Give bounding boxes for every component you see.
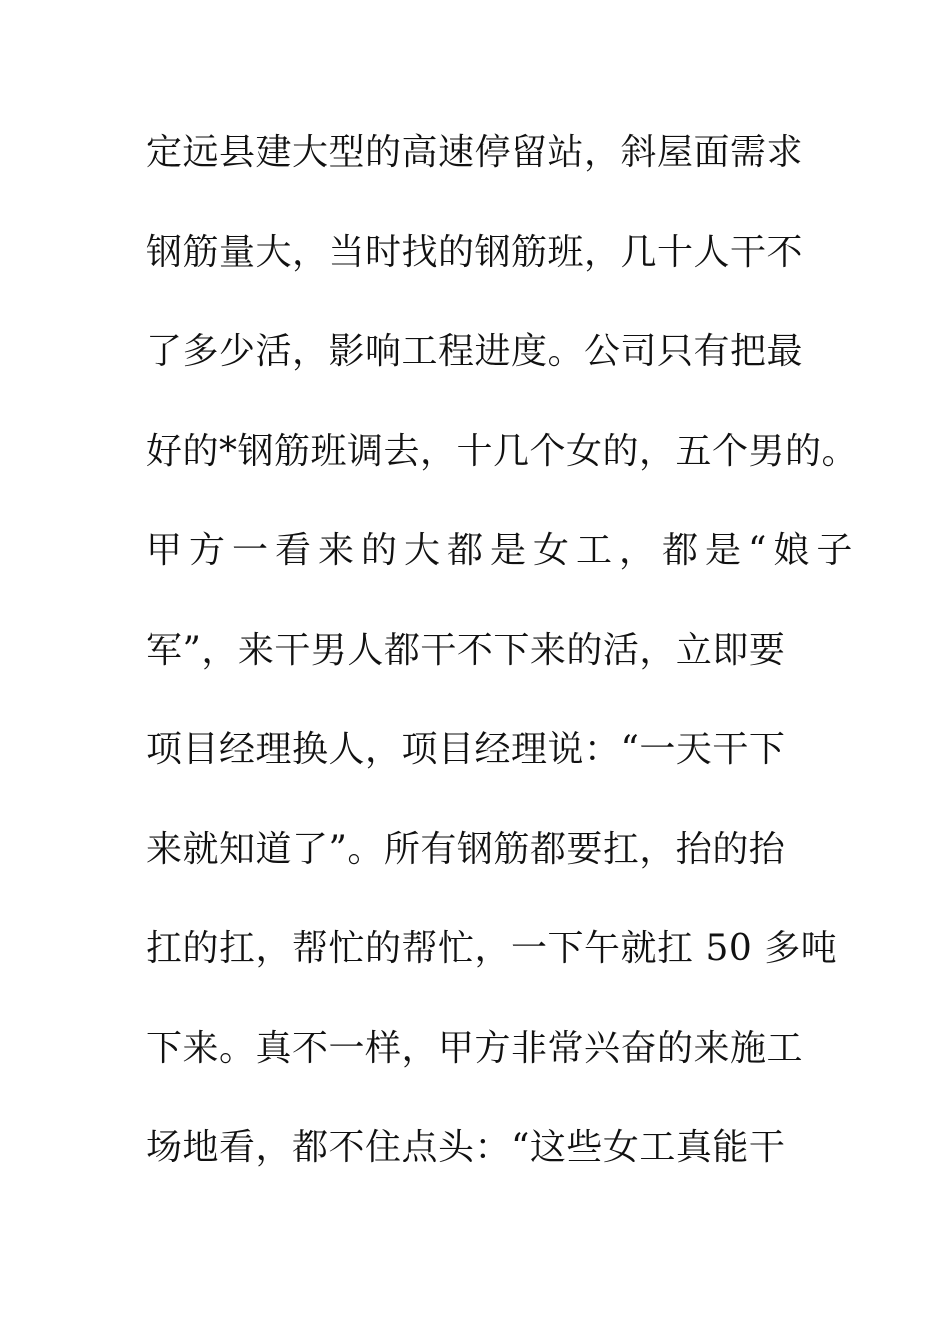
text-line: 来就知道了”。所有钢筋都要扛，抬的抬 <box>146 828 786 870</box>
text-line: 军”，来干男人都干不下来的活，立即要 <box>146 629 786 671</box>
text-line: 扛的扛，帮忙的帮忙，一下午就扛 50 多吨 <box>146 928 838 969</box>
text-line: 项目经理换人，项目经理说：“一天干下 <box>146 729 786 770</box>
text-line: 钢筋量大，当时找的钢筋班，几十人干不 <box>146 231 804 273</box>
text-line: 了多少活，影响工程进度。公司只有把最 <box>146 331 804 372</box>
text-line: 定远县建大型的高速停留站，斜屋面需求 <box>146 132 804 173</box>
text-line: 场地看，都不住点头：“这些女工真能干 <box>146 1127 786 1168</box>
text-line: 好的*钢筋班调去，十几个女的，五个男的。 <box>146 430 859 472</box>
text-line: 下来。真不一样，甲方非常兴奋的来施工 <box>146 1027 804 1069</box>
text-line: 甲方一看来的大都是女工，都是“娘子 <box>146 530 860 571</box>
body-text <box>146 120 860 1215</box>
